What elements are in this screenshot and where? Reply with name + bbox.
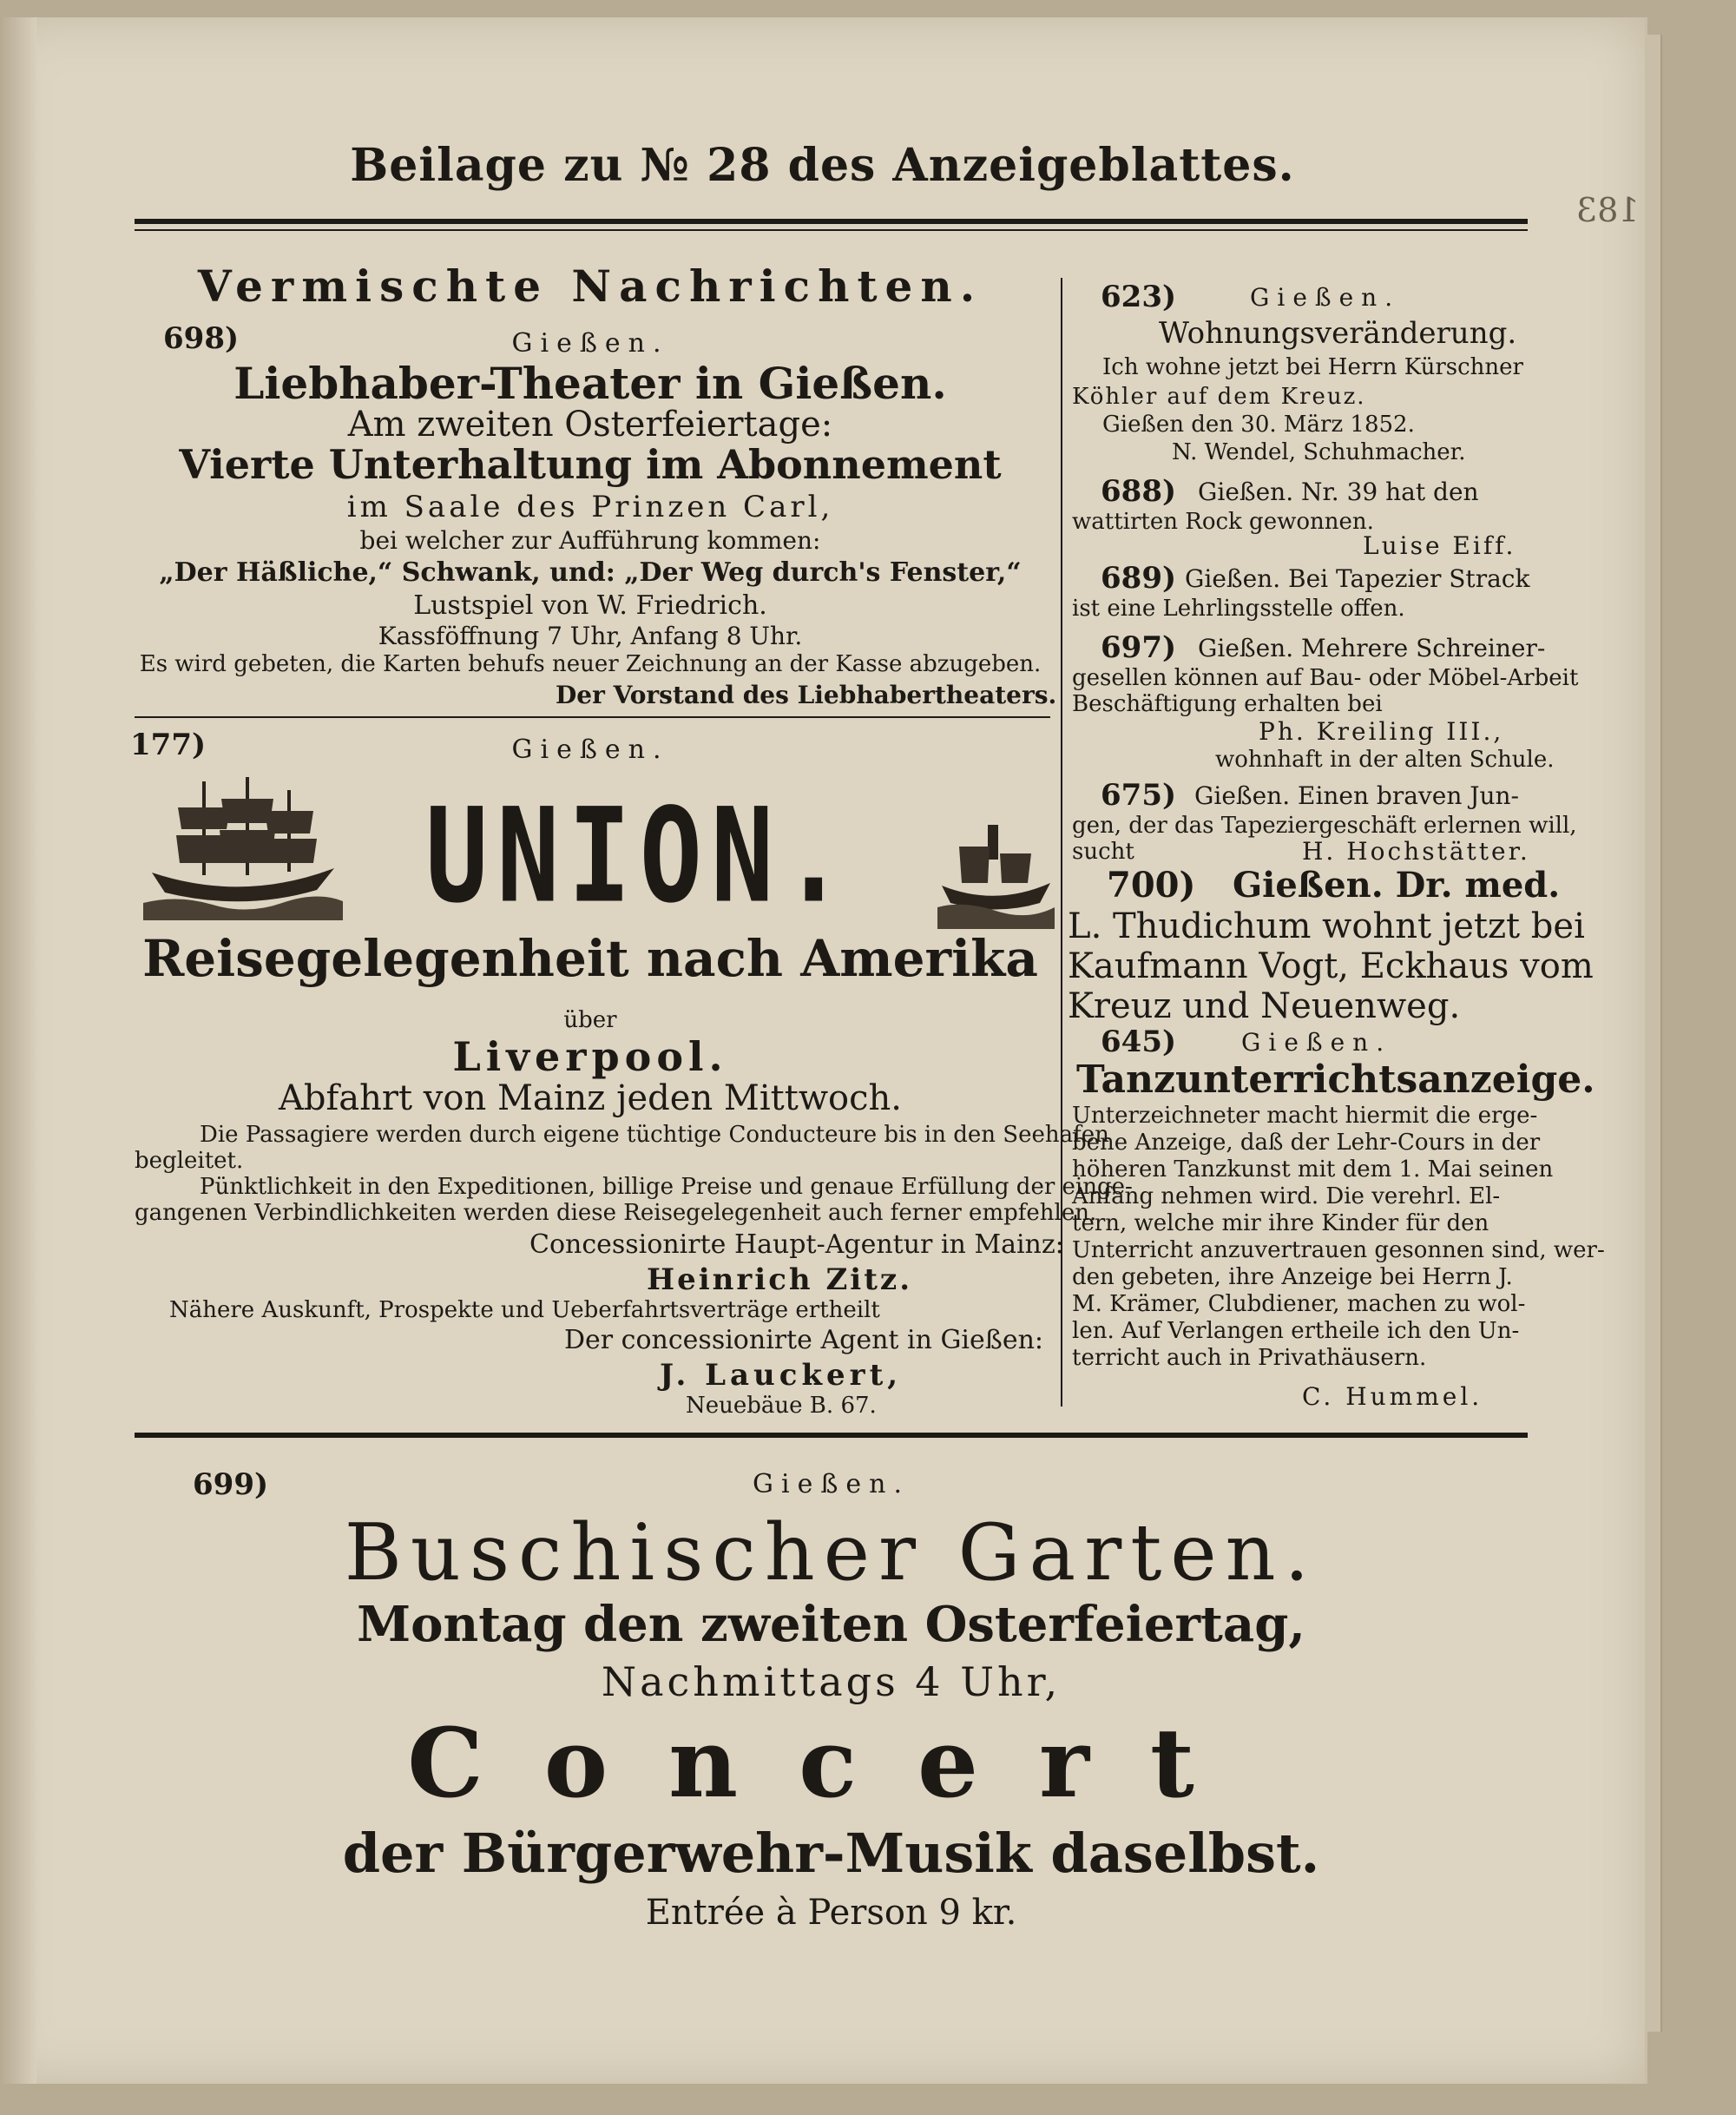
ad-698-author: Lustspiel von W. Friedrich. <box>413 590 767 621</box>
ad-177-departure: Abfahrt von Mainz jeden Mittwoch. <box>278 1078 903 1118</box>
ad-698-note: Es wird gebeten, die Karten behufs neuer Zeichnung an der Kasse abzugeben. <box>139 651 1042 677</box>
ad-689-line-1: Gießen. Bei Tapezier Strack <box>1185 564 1530 593</box>
binding-gutter <box>0 17 36 2084</box>
ad-688-signature: Luise Eiff. <box>1363 531 1516 560</box>
ad-700-line-3: Kaufmann Vogt, Eckhaus vom <box>1068 946 1594 986</box>
ad-698-place: Gießen. <box>511 328 669 359</box>
steamship-icon <box>937 820 1055 929</box>
ad-divider <box>135 716 1050 718</box>
ad-645-line: Unterricht anzuvertrauen gesonnen sind, wer- <box>1072 1237 1605 1263</box>
ad-177-paragraph-2a: Pünktlichkeit in den Expeditionen, billige Preise und genaue Erfüllung der einge- <box>200 1174 1133 1200</box>
ad-697-line-1: Gießen. Mehrere Schreiner- <box>1198 634 1546 662</box>
header-rule <box>135 219 1528 224</box>
ad-177-via: über <box>563 1007 617 1033</box>
ad-177-address: Neuebäue B. 67. <box>686 1393 877 1419</box>
ad-177-agent-local-label: Der concessionirte Agent in Gießen: <box>564 1325 1043 1355</box>
ad-623-place: Gießen. <box>1250 283 1401 312</box>
ad-645-line: terricht auch in Privathäusern. <box>1072 1345 1427 1371</box>
ad-645-line: len. Auf Verlangen ertheile ich den Un- <box>1072 1318 1520 1344</box>
ad-688-number: 688) <box>1101 474 1177 509</box>
ad-645-line: M. Krämer, Clubdiener, machen zu wol- <box>1072 1291 1526 1317</box>
ad-645-line: Unterzeichneter macht hiermit die erge- <box>1072 1103 1538 1129</box>
page-edge <box>1645 35 1662 2032</box>
ad-697-line-4: Ph. Kreiling III., <box>1259 717 1504 746</box>
ad-177-headline: UNION. <box>425 781 854 932</box>
ad-623-line-1: Ich wohne jetzt bei Herrn Kürschner <box>1102 354 1523 380</box>
ad-698-plays: „Der Häßliche,“ Schwank, und: „Der Weg durch's Fenster,“ <box>159 557 1022 588</box>
ad-177-place: Gießen. <box>511 735 669 765</box>
ad-698-intro: bei welcher zur Aufführung kommen: <box>359 526 821 555</box>
ad-623-line-2: Köhler auf dem Kreuz. <box>1072 384 1366 410</box>
ad-645-place: Gießen. <box>1241 1028 1392 1057</box>
ad-645-line: höheren Tanzkunst mit dem 1. Mai seinen <box>1072 1156 1554 1183</box>
ad-675-line-2: gen, der das Tapeziergeschäft erlernen will, <box>1072 813 1577 839</box>
page-header: Beilage zu № 28 des Anzeigeblattes. <box>350 139 1295 192</box>
ad-675-line-1: Gießen. Einen braven Jun- <box>1194 781 1520 810</box>
ad-645-title: Tanzunterrichtsanzeige. <box>1076 1058 1595 1102</box>
page-number: 183 <box>1576 191 1640 229</box>
ad-698-number: 698) <box>163 321 240 356</box>
ad-177-title: Reisegelegenheit nach Amerika <box>142 929 1038 988</box>
ad-177-paragraph-1b: begleitet. <box>135 1148 244 1174</box>
ad-623-number: 623) <box>1101 280 1177 314</box>
section-title: Vermischte Nachrichten. <box>197 260 983 312</box>
ad-697-line-2: gesellen können auf Bau- oder Möbel-Arbeit <box>1072 665 1579 691</box>
ad-177-city: Liverpool. <box>452 1033 728 1080</box>
ad-700-number: 700) <box>1107 865 1196 906</box>
ad-699-number: 699) <box>193 1467 269 1502</box>
header-rule-thin <box>135 229 1528 231</box>
ad-697-line-3: Beschäftigung erhalten bei <box>1072 691 1383 717</box>
ad-700-line-1: Gießen. Dr. med. <box>1233 865 1561 906</box>
ad-698-title: Liebhaber-Theater in Gießen. <box>233 358 947 409</box>
newspaper-page <box>0 17 1647 2084</box>
ad-689-line-2: ist eine Lehrlingsstelle offen. <box>1072 596 1405 622</box>
ad-177-paragraph-1a: Die Passagiere werden durch eigene tüchtige Conducteure bis in den Seehafen <box>200 1122 1109 1148</box>
ad-700-line-4: Kreuz und Neuenweg. <box>1068 986 1461 1026</box>
sailing-ship-icon <box>143 773 343 920</box>
ad-699-date: Montag den zweiten Osterfeiertag, <box>357 1596 1305 1653</box>
ad-675-signature: H. Hochstätter. <box>1302 837 1530 866</box>
ad-700-line-2: L. Thudichum wohnt jetzt bei <box>1068 906 1585 946</box>
ad-645-line: tern, welche mir ihre Kinder für den <box>1072 1210 1489 1236</box>
ad-177-paragraph-2b: gangenen Verbindlichkeiten werden diese Reisegelegenheit auch ferner empfehlen. <box>135 1200 1097 1226</box>
ad-645-signature: C. Hummel. <box>1302 1382 1483 1411</box>
ad-177-agent-local: J. Lauckert, <box>660 1358 903 1393</box>
ad-645-line: Anfang nehmen wird. Die verehrl. El- <box>1072 1183 1501 1209</box>
ad-177-number: 177) <box>130 728 207 762</box>
ad-177-agency: Concessionirte Haupt-Agentur in Mainz: <box>529 1229 1064 1260</box>
ad-698-signature: Der Vorstand des Liebhabertheaters. <box>556 681 1057 709</box>
ad-623-date: Gießen den 30. März 1852. <box>1102 412 1415 438</box>
ad-177-agent-main: Heinrich Zitz. <box>647 1262 913 1297</box>
ad-699-title: Buschischer Garten. <box>344 1507 1318 1598</box>
ad-645-line: bene Anzeige, daß der Lehr-Cours in der <box>1072 1130 1541 1156</box>
ad-698-venue: im Saale des Prinzen Carl, <box>346 490 834 524</box>
ad-623-title: Wohnungsveränderung. <box>1159 316 1517 351</box>
ad-699-place: Gießen. <box>753 1469 910 1499</box>
bottom-rule <box>135 1433 1528 1438</box>
ad-699-performer: der Bürgerwehr-Musik daselbst. <box>342 1822 1320 1885</box>
ad-689-number: 689) <box>1101 561 1177 596</box>
ad-697-line-5: wohnhaft in der alten Schule. <box>1215 747 1555 773</box>
ad-698-date: Am zweiten Osterfeiertage: <box>347 405 833 445</box>
ad-675-number: 675) <box>1101 778 1177 813</box>
ad-675-line-3: sucht <box>1072 839 1134 865</box>
ad-645-line: den gebeten, ihre Anzeige bei Herrn J. <box>1072 1264 1513 1290</box>
ad-699-time: Nachmittags 4 Uhr, <box>601 1658 1062 1705</box>
ad-698-times: Kassföffnung 7 Uhr, Anfang 8 Uhr. <box>378 622 803 650</box>
ad-688-line-1: Gießen. Nr. 39 hat den <box>1198 478 1479 506</box>
ad-645-body <box>1072 1103 1605 1372</box>
ad-623-signature: N. Wendel, Schuhmacher. <box>1172 439 1466 465</box>
ad-699-price: Entrée à Person 9 kr. <box>645 1893 1017 1933</box>
ad-177-info: Nähere Auskunft, Prospekte und Ueberfahrtsverträge ertheilt <box>169 1297 880 1323</box>
ad-645-number: 645) <box>1101 1025 1177 1059</box>
ad-697-number: 697) <box>1101 630 1177 665</box>
ad-698-event: Vierte Unterhaltung im Abonnement <box>179 441 1002 488</box>
ad-688-line-2: wattirten Rock gewonnen. <box>1072 509 1374 535</box>
ad-699-event: Concert <box>407 1707 1255 1819</box>
